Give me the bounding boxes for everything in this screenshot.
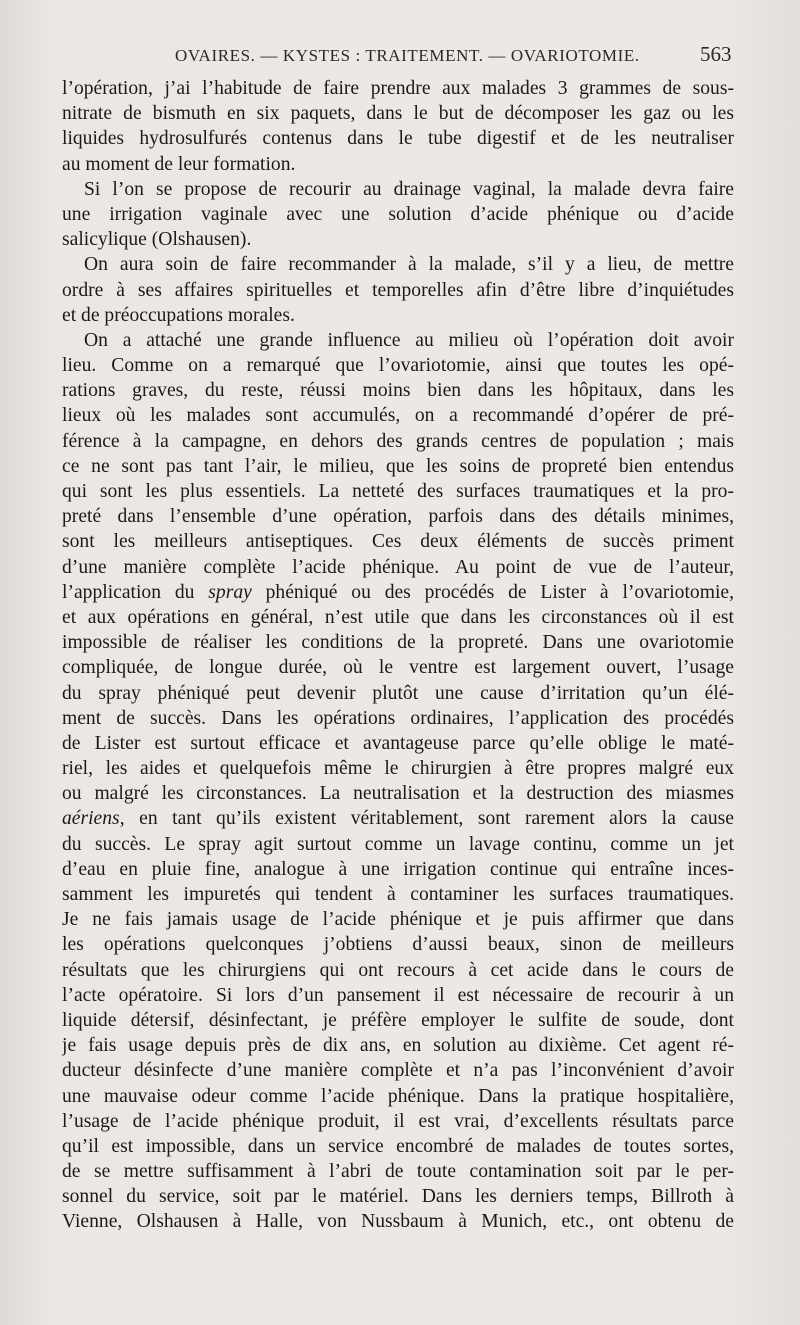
text-line: de se mettre suffisamment à l’abri de toute contamination soit par le per- [62, 1161, 734, 1183]
text-line: On a attaché une grande influence au milieu où l’opération doit avoir [84, 329, 734, 351]
text-line: et de préoccupations morales. [62, 304, 295, 326]
text-line: ducteur désinfecte d’une manière complète et n’a pas l’inconvénient d’avoir [62, 1060, 734, 1082]
page-number: 563 [700, 42, 732, 66]
text-line: l’acte opératoire. Si lors d’un pansement il est nécessaire de recourir à un [62, 984, 734, 1006]
text-line: ce ne sont pas tant l’air, le milieu, que les soins de propreté bien entendus [62, 455, 734, 477]
text-line: l’usage de l’acide phénique produit, il est vrai, d’excellents résultats parce [62, 1110, 734, 1132]
text-line: lieu. Comme on a remarqué que l’ovariotomie, ainsi que toutes les opé- [62, 355, 734, 377]
text-line: ment de succès. Dans les opérations ordinaires, l’application des procédés [62, 707, 734, 729]
text-line: du succès. Le spray agit surtout comme un lavage continu, comme un jet [62, 833, 734, 855]
text-line: d’une manière complète l’acide phénique. Au point de vue de l’auteur, [62, 556, 734, 578]
text-line: rations graves, du reste, réussi moins bien dans les hôpitaux, dans les [62, 380, 734, 402]
text-line: liquides hydrosulfurés contenus dans le tube digestif et de les neutraliser [62, 128, 734, 150]
text-line-with-italic: aériens, en tant qu’ils existent véritablement, sont rarement alors la cause [62, 808, 734, 830]
text-line: nitrate de bismuth en six paquets, dans le but de décomposer les gaz ou les [62, 103, 734, 125]
text-line: impossible de réaliser les conditions de la propreté. Dans une ovariotomie [62, 632, 734, 654]
text-line: une irrigation vaginale avec une solution d’acide phénique ou d’acide [62, 203, 734, 225]
text-line: ordre à ses affaires spirituelles et temporelles afin d’être libre d’inquiétudes [62, 279, 734, 301]
text-line: sonnel du service, soit par le matériel. Dans les derniers temps, Billroth à [62, 1186, 734, 1208]
text-line: On aura soin de faire recommander à la malade, s’il y a lieu, de mettre [84, 254, 734, 276]
body-text [62, 76, 734, 1235]
text-line: riel, les aides et quelquefois même le chirurgien à être propres malgré eux [62, 758, 734, 780]
text-line: qu’il est impossible, dans un service encombré de malades de toutes sortes, [62, 1135, 734, 1157]
text-line: de Lister est surtout efficace et avantageuse parce qu’elle oblige le maté- [62, 732, 734, 754]
text-line-with-italic: l’application du spray phéniqué ou des procédés de Lister à l’ovariotomie, [62, 581, 734, 603]
text-line: une mauvaise odeur comme l’acide phénique. Dans la pratique hospitalière, [62, 1085, 734, 1107]
text-line: Vienne, Olshausen à Halle, von Nussbaum à Munich, etc., ont obtenu de [62, 1211, 734, 1233]
text-line: et aux opérations en général, n’est utile que dans les circonstances où il est [62, 606, 734, 628]
text-line: férence à la campagne, en dehors des grands centres de population ; mais [62, 430, 734, 452]
text-line: samment les impuretés qui tendent à contaminer les surfaces traumatiques. [62, 884, 734, 905]
text-line: compliquée, de longue durée, où le ventre est largement ouvert, l’usage [62, 657, 734, 679]
text-line: du spray phéniqué peut devenir plutôt une cause d’irritation qu’un élé- [62, 682, 734, 704]
text-line: Je ne fais jamais usage de l’acide phénique et je puis affirmer que dans [62, 909, 734, 931]
text-line: sont les meilleurs antiseptiques. Ces deux éléments de succès priment [62, 531, 734, 553]
text-line: Si l’on se propose de recourir au drainage vaginal, la malade devra faire [84, 178, 734, 200]
running-title: OVAIRES. — KYSTES : TRAITEMENT. — OVARIOTOMIE. [175, 46, 640, 65]
text-line: d’eau en pluie fine, analogue à une irrigation continue qui entraîne inces- [62, 858, 734, 880]
text-line: ou malgré les circonstances. La neutralisation et la destruction des miasmes [62, 783, 734, 805]
text-line: au moment de leur formation. [62, 153, 296, 175]
text-line: les opérations quelconques j’obtiens d’aussi beaux, sinon de meilleurs [62, 934, 734, 956]
text-line: salicylique (Olshausen). [62, 229, 252, 251]
text-line: qui sont les plus essentiels. La netteté des surfaces traumatiques et la pro- [62, 481, 734, 502]
text-line: résultats que les chirurgiens qui ont recours à cet acide dans le cours de [62, 959, 734, 981]
text-line: liquide détersif, désinfectant, je préfère employer le sulfite de soude, dont [62, 1009, 734, 1031]
text-line: lieux où les malades sont accumulés, on a recommandé d’opérer de pré- [62, 405, 734, 427]
text-line: preté dans l’ensemble d’une opération, parfois dans des détails minimes, [62, 506, 734, 528]
text-line: l’opération, j’ai l’habitude de faire prendre aux malades 3 grammes de sous- [62, 78, 734, 99]
italic-word: spray [208, 581, 252, 603]
text-line: je fais usage depuis près de dix ans, en solution au dixième. Cet agent ré- [62, 1035, 734, 1057]
running-head [0, 40, 800, 70]
italic-word: aériens [62, 808, 120, 830]
